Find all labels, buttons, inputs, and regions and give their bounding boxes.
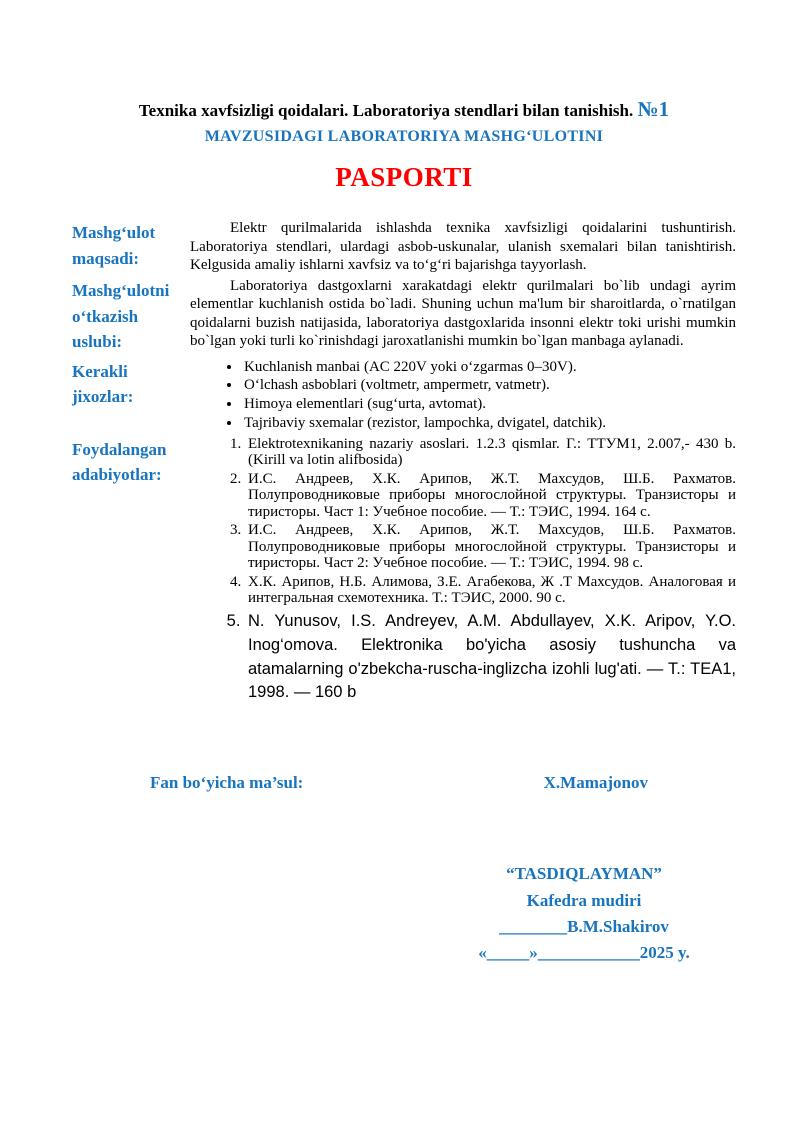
doc-title	[72, 96, 736, 123]
method-text: Laboratoriya dastgoxlarni xarakatdagi elektr qurilmalari bo`lib undagi ayrim elementlar kuchlanish ostida bo`ladi. Shuning uchun ma'lum bir sharoitlarda, o`rnatilgan qoidalarni buzish natijasida, laboratoriya dastgoxlarida insonni elektr toki urishi mumkin bo`lgan yoki turli ko`rinishdagi jaroxatlanishi mumkin bo`lgan manbaga aylanadi.	[190, 278, 736, 350]
reference-item: 4. Х.К. Арипов, Н.Б. Алимова, З.Е. Агабекова, Ж .Т Махсудов. Аналоговая и интегральная схемотехника. Т.: ТЭИС, 2000. 90 с.	[245, 574, 736, 607]
main-title: PASPORTI	[335, 162, 473, 193]
label-purpose: Mashg‘ulot maqsadi:	[72, 223, 156, 268]
responsible-name: X.Mamajonov	[543, 773, 648, 793]
content-grid	[72, 219, 736, 707]
purpose-text: Elektr qurilmalarida ishlashda texnika xavfsizligi qoidalarini tushuntirish. Laboratoriya stendlari, ulardagi asbob-uskunalar, ulanish sxemalari bilan tanishtirish. Kelgusida amaliy ishlarni xavfsiz va to‘g‘ri bajarishga tayyorlash.	[190, 220, 736, 273]
equipment-list	[190, 358, 736, 433]
approval-signature-line: ________B.M.Shakirov	[499, 917, 669, 937]
equipment-item: • Himoya elementlari (sug‘urta, avtomat).	[242, 395, 736, 414]
equipment-item: • Tajribaviy sxemalar (rezistor, lampochka, dvigatel, datchik).	[242, 414, 736, 433]
reference-item: 5. N. Yunusov, I.S. Andreyev, A.M. Abdullayev, X.K. Aripov, Y.O. Inog‘omova. Elektronika bo'yicha asosiy tushuncha va atamalarning o'zbekcha-ruscha-inglizcha izohli lug'ati. — T.: TEA1, 1998. — 160 b	[245, 610, 736, 706]
reference-item: 1. Elektrotexnikaning nazariy asoslari. 1.2.3 qismlar. Г.: ТТУМ1, 2.007,- 430 b. (Kirill va lotin alifbosida)	[245, 436, 736, 469]
equipment-item: • Kuchlanish manbai (AC 220V yoki o‘zgarmas 0–30V).	[242, 358, 736, 377]
responsible-label: Fan bo‘yicha ma’sul:	[150, 773, 304, 793]
doc-subtitle: MAVZUSIDAGI LABORATORIYA MASHG‘ULOTINI	[204, 128, 604, 146]
label-equipment: Kerakli jixozlar:	[72, 361, 134, 407]
label-method: Mashg‘ulotni o‘tkazish uslubi:	[72, 281, 170, 352]
doc-title-text: Texnika xavfsizligi qoidalari. Laboratoriya stendlari bilan tanishish.	[138, 101, 634, 120]
equipment-item: • O‘lchash asboblari (voltmetr, ampermetr, vatmetr).	[242, 376, 736, 395]
references-list	[190, 436, 736, 708]
approval-quote: “TASDIQLAYMAN”	[506, 864, 662, 884]
responsible-row	[72, 773, 736, 793]
doc-title-number: №1	[637, 97, 670, 121]
approval-date-line: «_____»____________2025 y.	[478, 943, 690, 963]
label-references: Foydalangan adabiyotlar:	[72, 439, 167, 485]
approval-block	[454, 861, 714, 966]
reference-item: 2. И.С. Андреев, Х.К. Арипов, Ж.Т. Махсудов, Ш.Б. Рахматов. Полупроводниковые приборы многослойной структуры. Транзисторы и тиристоры. Част 1: Учебное пособие. — Т.: ТЭИС, 1994. 164 с.	[245, 471, 736, 521]
reference-item: 3. И.С. Андреев, Х.К. Арипов, Ж.Т. Махсудов, Ш.Б. Рахматов. Полупроводниковые приборы многослойной структуры. Транзисторы и тиристоры. Част 2: Учебное пособие. — Т.: ТЭИС, 1994. 98 с.	[245, 522, 736, 572]
approval-role: Kafedra mudiri	[526, 890, 642, 910]
